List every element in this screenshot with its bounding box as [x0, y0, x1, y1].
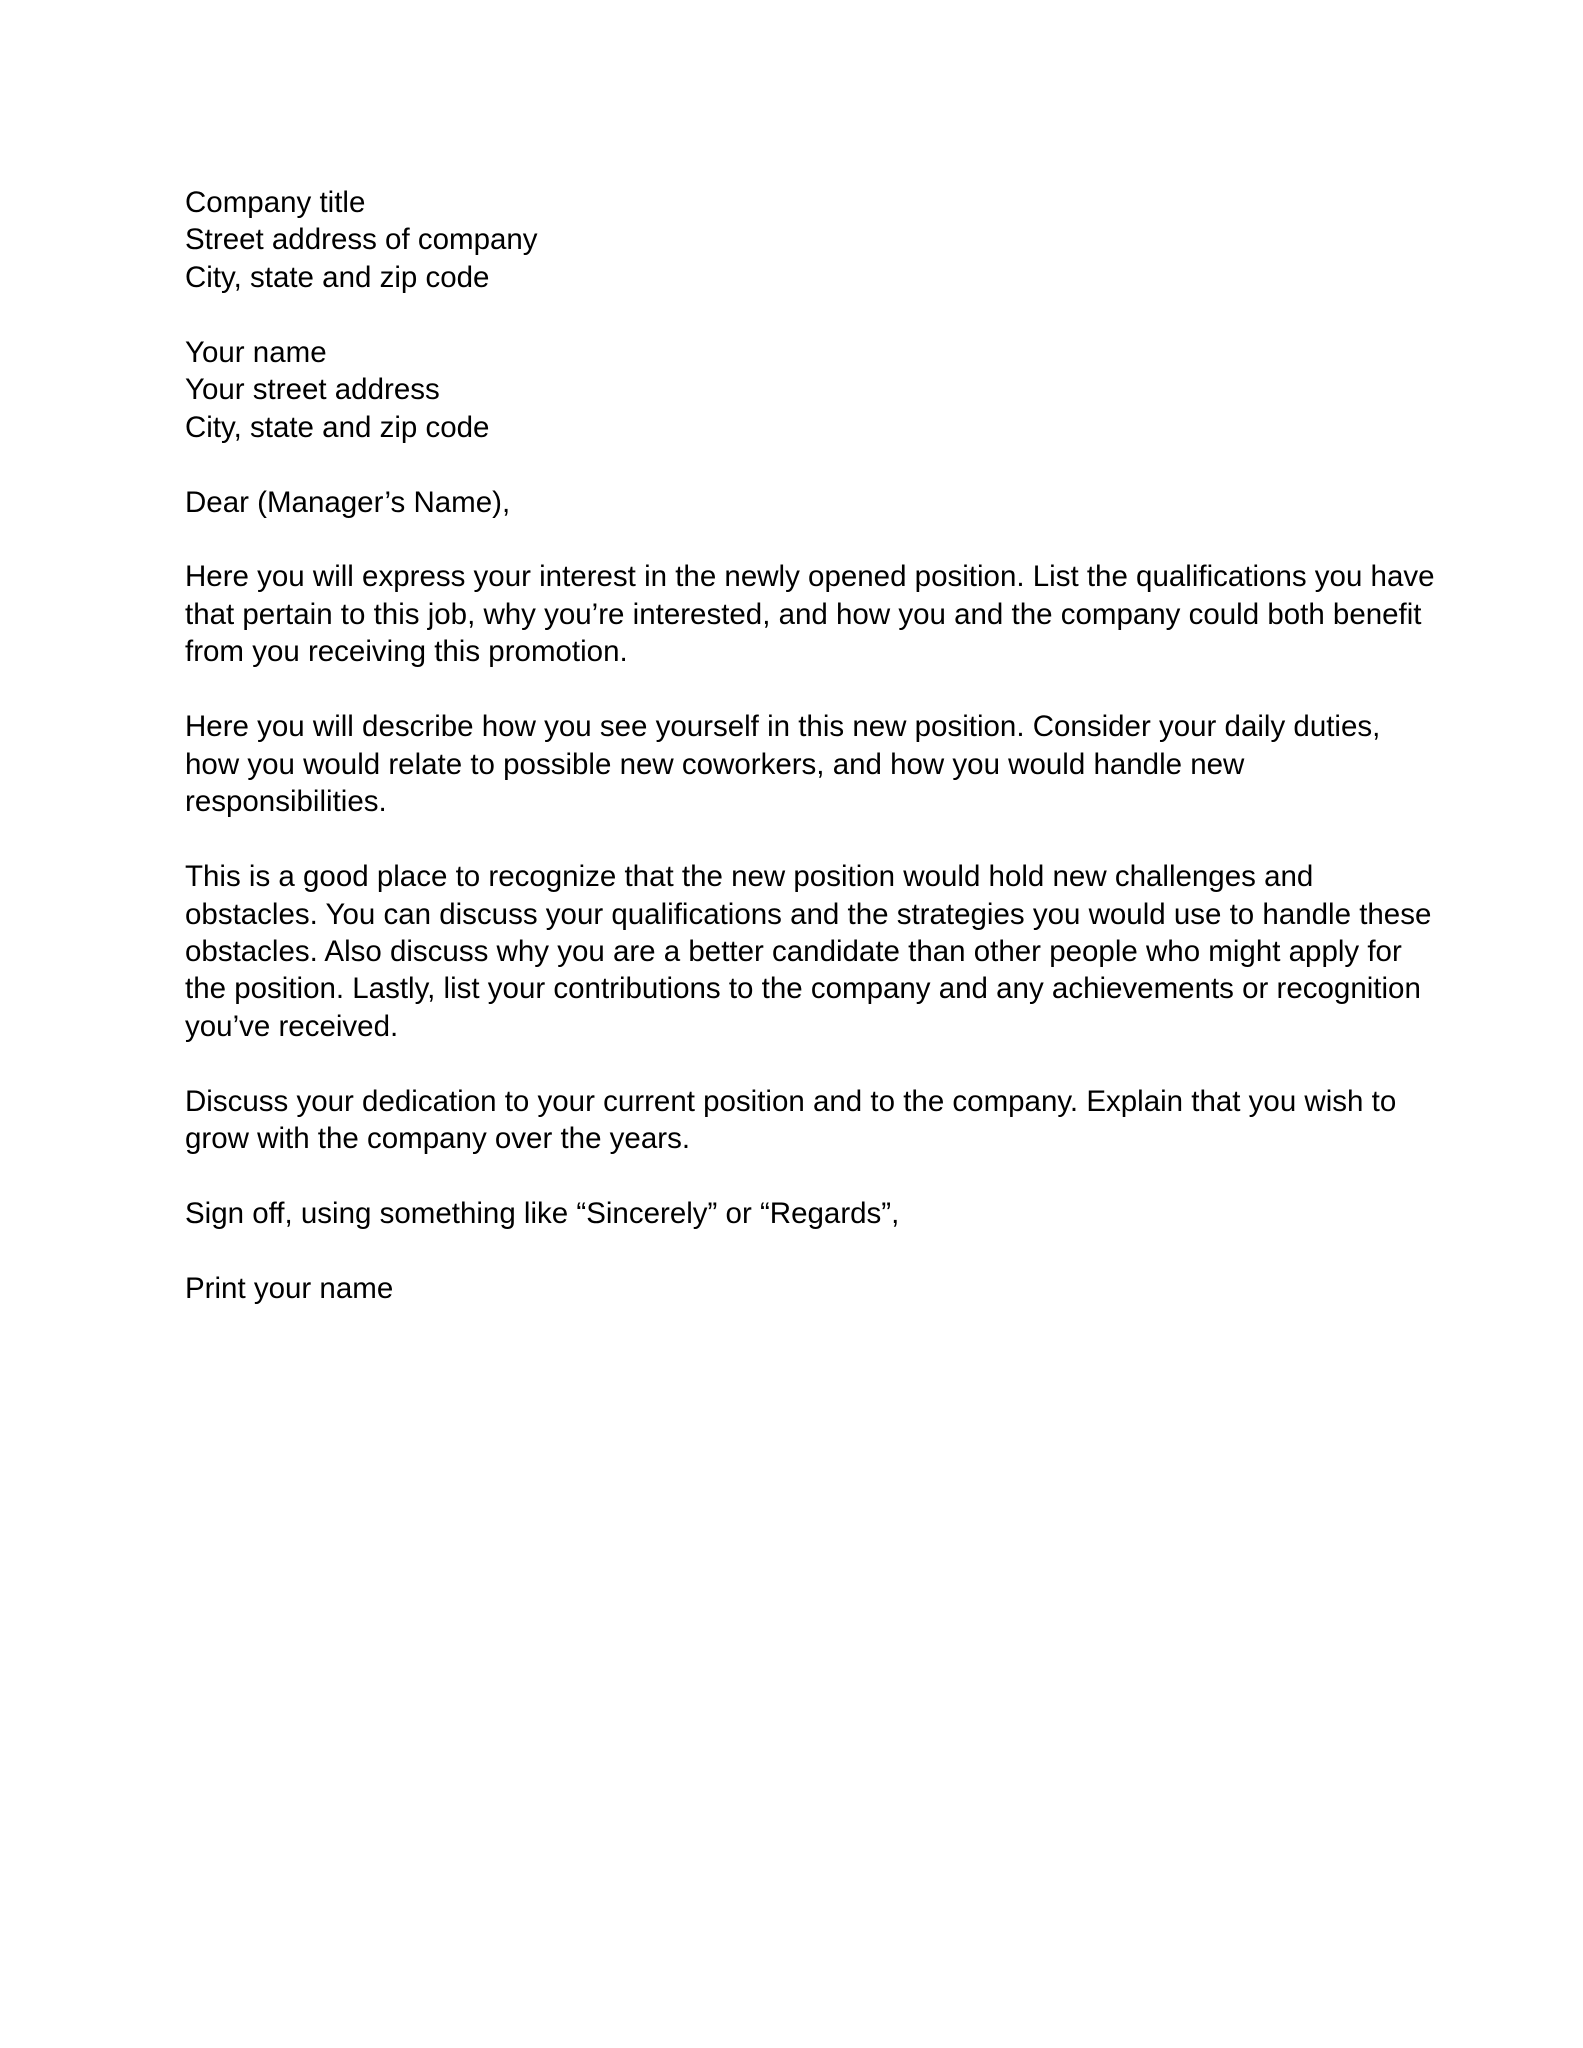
- paragraph-line: that pertain to this job, why you’re interested, and how you and the company could both benefit: [185, 597, 1422, 631]
- paragraph-line: This is a good place to recognize that the new position would hold new challenges and: [185, 860, 1314, 894]
- paragraph-dedication: [185, 1083, 1415, 1158]
- recipient-street-address: Street address of company: [185, 223, 538, 257]
- paragraph-interest: [185, 558, 1435, 670]
- paragraph-line: Discuss your dedication to your current position and to the company. Explain that you wish to: [185, 1084, 1397, 1118]
- paragraph-line: responsibilities.: [185, 785, 387, 819]
- signature: [185, 1270, 1415, 1307]
- salutation: [185, 484, 1415, 521]
- paragraph-line: Here you will describe how you see yourself in this new position. Consider your daily duties,: [185, 710, 1381, 744]
- recipient-city-state-zip: City, state and zip code: [185, 260, 490, 294]
- sender-city-state-zip: City, state and zip code: [185, 410, 490, 444]
- recipient-company-title: Company title: [185, 186, 366, 219]
- closing: [185, 1195, 1415, 1232]
- sender-name: Your name: [185, 335, 327, 369]
- paragraph-line: from you receiving this promotion.: [185, 635, 628, 669]
- closing-text: Sign off, using something like “Sincerely” or “Regards”,: [185, 1197, 900, 1231]
- letter-body: [185, 184, 1435, 1345]
- paragraph-line: grow with the company over the years.: [185, 1122, 691, 1156]
- paragraph-line: you’ve received.: [185, 1009, 399, 1043]
- sender-address-block: [185, 334, 1415, 446]
- paragraph-line: obstacles. You can discuss your qualifications and the strategies you would use to handle these: [185, 897, 1432, 931]
- signature-text: Print your name: [185, 1272, 394, 1306]
- paragraph-line: the position. Lastly, list your contributions to the company and any achievements or recognition: [185, 972, 1421, 1006]
- paragraph-challenges: [185, 858, 1432, 1045]
- recipient-address-block: [185, 184, 1415, 296]
- paragraph-line: Here you will express your interest in the newly opened position. List the qualifications you have: [185, 560, 1435, 594]
- sender-street-address: Your street address: [185, 373, 440, 407]
- paragraph-new-position: [185, 708, 1415, 820]
- salutation-text: Dear (Manager’s Name),: [185, 485, 511, 519]
- paragraph-line: obstacles. Also discuss why you are a better candidate than other people who might apply for: [185, 934, 1402, 968]
- paragraph-line: how you would relate to possible new coworkers, and how you would handle new: [185, 747, 1245, 781]
